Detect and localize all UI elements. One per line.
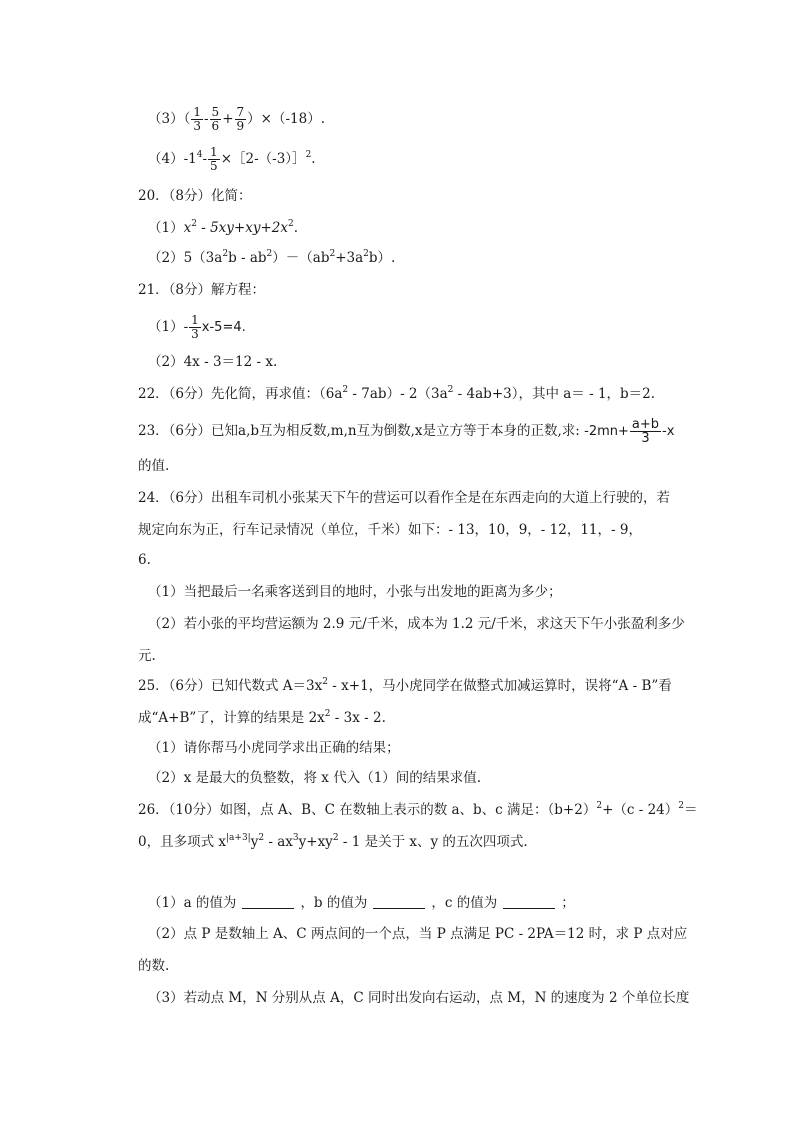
fraction	[189, 314, 201, 341]
fraction	[630, 418, 661, 445]
q19-part4	[148, 146, 684, 173]
text: 26．（10分）如图，点 A、B、C 在数轴上表示的数 a、b、c 满足：（b+2）	[138, 802, 597, 818]
q25-line2	[138, 708, 684, 728]
expr: b - ab	[228, 250, 267, 266]
part-label: （1）	[148, 319, 184, 335]
q25-part1: （1）请你帮马小虎同学求出正确的结果；	[148, 740, 400, 756]
text: - 4ab+3），其中 a＝ - 1，b＝2.	[453, 386, 656, 402]
text: 22．（6分）先化简，再求值：（6a	[138, 386, 343, 402]
expression-tail: ）×（-18）.	[247, 111, 325, 127]
exponent: 2	[266, 249, 273, 259]
exponent: 2	[191, 219, 197, 229]
exponent: 2	[305, 150, 312, 160]
denominator: 5	[210, 159, 218, 173]
operator: -	[202, 151, 208, 167]
text: （1）a 的值为	[148, 895, 237, 911]
expr: x	[183, 220, 192, 236]
q23-line2: 的值.	[138, 458, 170, 474]
answer-blank-c[interactable]	[503, 894, 555, 909]
denominator: 3	[641, 431, 650, 446]
denominator: 6	[211, 119, 220, 133]
fraction	[210, 106, 222, 133]
expr: x-5=4.	[201, 320, 246, 335]
denominator: 3	[193, 119, 201, 133]
expr: b）.	[368, 250, 396, 266]
exponent: 3	[292, 833, 299, 843]
q22-text	[138, 384, 684, 404]
numerator: 7	[236, 105, 245, 119]
expr: ）－（ab	[272, 250, 330, 266]
exponent: 2	[596, 801, 603, 811]
text: ，c 的值为	[431, 895, 498, 911]
q25-part2: （2）x 是最大的负整数，将 x 代入（1）间的结果求值.	[148, 770, 482, 786]
expr: 5（3a	[183, 250, 223, 266]
expr: -x	[662, 424, 675, 439]
exponent: 2	[678, 801, 684, 811]
exponent: 2	[342, 385, 349, 395]
period: .	[311, 151, 316, 167]
text: 成“A+B”了，计算的结果是 2x	[138, 710, 325, 726]
text: y+xy	[298, 834, 333, 850]
exponent: 2	[363, 249, 369, 259]
exponent: 2	[288, 219, 294, 229]
part-label: （4）	[148, 151, 184, 167]
expr: 4x - 3＝12 - x.	[183, 354, 278, 370]
exponent: 2	[332, 833, 339, 843]
q26-line2	[138, 832, 684, 852]
q21-part2	[148, 352, 684, 372]
exponent: 4	[196, 150, 203, 160]
denominator: 9	[236, 119, 245, 133]
q26-part3: （3）若动点 M，N 分别从点 A，C 同时出发向右运动，点 M，N 的速度为 2 个单位长度	[148, 990, 690, 1006]
text: - ax	[264, 834, 293, 850]
q20-part2	[148, 248, 684, 268]
q24-part1: （1）当把最后一名乘客送到目的地时，小张与出发地的距离为多少；	[148, 584, 562, 600]
expr: -2mn+	[584, 424, 629, 439]
q24-line2: 规定向东为正，行车记录情况（单位，千米）如下：- 13，10，9，- 12，11，- 9，	[138, 522, 642, 538]
expression: -1	[183, 151, 197, 167]
text: ＝	[684, 802, 698, 818]
part-label: （2）	[148, 354, 184, 370]
q26-line1	[138, 800, 698, 820]
answer-blank-a[interactable]	[242, 894, 294, 909]
numerator: 1	[193, 105, 201, 119]
exponent: 2	[329, 249, 336, 259]
text: y	[250, 834, 259, 850]
q26-part1	[148, 893, 684, 913]
text: - 1 是关于 x、y 的五次四项式.	[338, 834, 528, 850]
answer-blank-b[interactable]	[373, 894, 425, 909]
numerator: 5	[211, 105, 220, 119]
period: .	[293, 220, 299, 236]
q20-header: 20．（8分）化简：	[138, 188, 252, 204]
exponent: 2	[322, 677, 328, 687]
part-label: （3）	[148, 111, 184, 127]
q24-part2: （2）若小张的平均营运额为 2.9 元/千米，成本为 1.2 元/千米，求这天下午小张盈利多少	[148, 616, 685, 632]
numerator: 1	[191, 313, 199, 327]
q21-part1	[148, 314, 684, 341]
part-label: （1）	[148, 220, 184, 236]
exponent: 2	[324, 709, 331, 719]
text: ，b 的值为	[300, 895, 368, 911]
text: 23．（6分）已知a,b互为相反数,m,n互为倒数,x是立方等于本身的正数,求:	[138, 423, 580, 439]
text: - 3x - 2.	[330, 710, 386, 726]
q21-header: 21．（8分）解方程：	[138, 282, 266, 298]
q24-line3: 6.	[138, 552, 151, 568]
q24-part2-cont: 元.	[138, 648, 156, 664]
operator: -	[183, 319, 189, 335]
exponent: 2	[258, 833, 265, 843]
numerator: 1	[210, 145, 218, 159]
operator: -	[203, 111, 209, 127]
q20-part1	[148, 218, 684, 238]
fraction	[191, 106, 203, 133]
q25-line1	[138, 676, 684, 696]
fraction	[208, 146, 220, 173]
exponent: 2	[222, 249, 229, 259]
fraction	[235, 106, 247, 133]
text: - 7ab）- 2（3a	[348, 386, 448, 402]
operator: +	[222, 111, 234, 127]
expression: ×［2-（-3）］	[220, 151, 306, 167]
text: - x+1，马小虎同学在做整式加减运算时，误将“A - B”看	[328, 678, 672, 694]
text: +（c - 24）	[602, 802, 679, 818]
q19-part3	[148, 106, 684, 133]
exponent: |a+3|	[226, 833, 251, 843]
text: ；	[561, 895, 575, 911]
text: 0，且多项式 x	[138, 834, 226, 850]
numerator: a+b	[631, 417, 660, 432]
q26-part2: （2）点 P 是数轴上 A、C 两点间的一个点，当 P 点满足 PC - 2PA＝12 时，求 P 点对应	[148, 926, 688, 942]
q23-text	[138, 418, 684, 445]
text: 25．（6分）已知代数式 A＝3x	[138, 678, 323, 694]
q26-part2-cont: 的数.	[138, 958, 170, 974]
q24-line1: 24．（6分）出租车司机小张某天下午的营运可以看作全是在东西走向的大道上行驶的，若	[138, 490, 671, 506]
expr: +3a	[335, 250, 364, 266]
part-label: （2）	[148, 250, 184, 266]
expr: - 5xy+xy+2x	[196, 220, 288, 236]
paren: （	[183, 111, 191, 127]
exponent: 2	[447, 385, 454, 395]
denominator: 3	[191, 327, 199, 341]
